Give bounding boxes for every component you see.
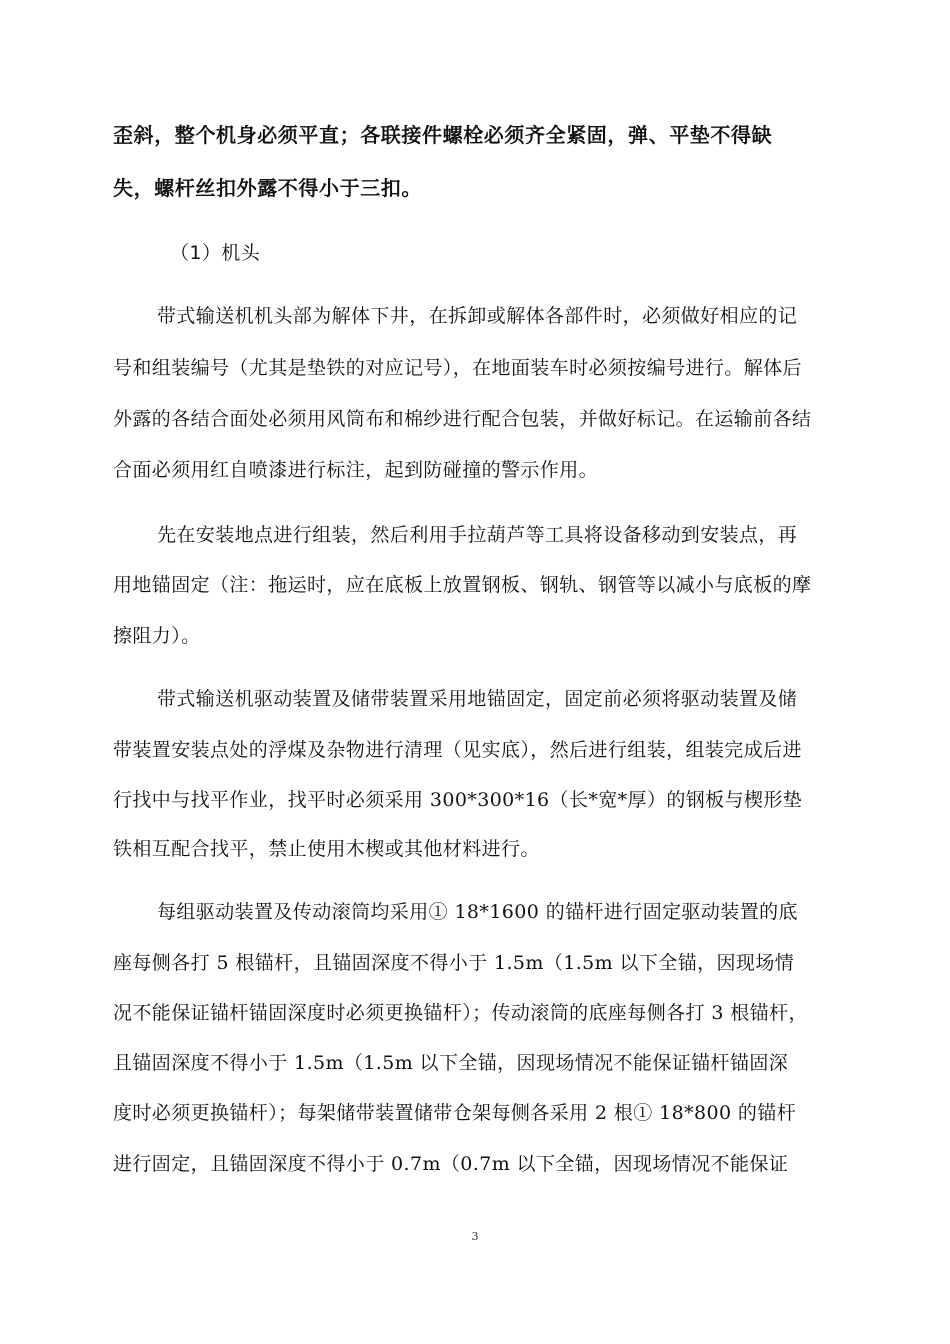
text-line: 度时必须更换锚杆）；每架储带装置储带仓架每侧各采用 2 根① 18*800 的锚杆 [113, 1102, 797, 1124]
page-number: 3 [471, 1230, 479, 1243]
text-line: 铁相互配合找平，禁止使用木楔或其他材料进行。 [113, 838, 540, 860]
text-line: 进行固定，且锚固深度不得小于 0.7m（0.7m 以下全锚，因现场情况不能保证 [113, 1153, 789, 1175]
text-line: 歪斜，整个机身必须平直；各联接件螺栓必须齐全紧固，弹、平垫不得缺 [113, 123, 773, 147]
text-line: 且锚固深度不得小于 1.5m（1.5m 以下全锚，因现场情况不能保证锚杆锚固深 [113, 1052, 789, 1074]
text-line: 失，螺杆丝扣外露不得小于三扣。 [113, 176, 422, 200]
text-line: 擦阻力）。 [113, 625, 201, 647]
text-line: 每组驱动装置及传动滚筒均采用① 18*1600 的锚杆进行固定驱动装置的底 [157, 901, 798, 923]
text-line: 行找中与找平作业，找平时必须采用 300*300*16（长*宽*厚）的钢板与楔形垫 [113, 789, 803, 811]
text-line: 用地锚固定（注：拖运时，应在底板上放置钢板、钢轨、钢管等以减小与底板的摩 [113, 574, 812, 596]
text-line: 号和组装编号（尤其是垫铁的对应记号），在地面装车时必须按编号进行。解体后 [113, 357, 802, 379]
text-line: 带式输送机驱动装置及储带装置采用地锚固定，固定前必须将驱动装置及储 [157, 688, 798, 710]
section-heading: （1）机头 [170, 242, 261, 264]
text-line: 带装置安装点处的浮煤及杂物进行清理（见实底），然后进行组装，组装完成后进 [113, 739, 802, 761]
text-line: 外露的各结合面处必须用风筒布和棉纱进行配合包装，并做好标记。在运输前各结 [113, 408, 812, 430]
text-line: 座每侧各打 5 根锚杆，且锚固深度不得小于 1.5m（1.5m 以下全锚，因现场情 [113, 952, 795, 974]
text-line: 先在安装地点进行组装，然后利用手拉葫芦等工具将设备移动到安装点，再 [157, 524, 798, 546]
text-line: 带式输送机机头部为解体下井，在拆卸或解体各部件时，必须做好相应的记 [157, 305, 798, 327]
text-line: 况不能保证锚杆锚固深度时必须更换锚杆）；传动滚筒的底座每侧各打 3 根锚杆， [113, 1002, 808, 1024]
text-line: 合面必须用红自喷漆进行标注，起到防碰撞的警示作用。 [113, 459, 599, 481]
